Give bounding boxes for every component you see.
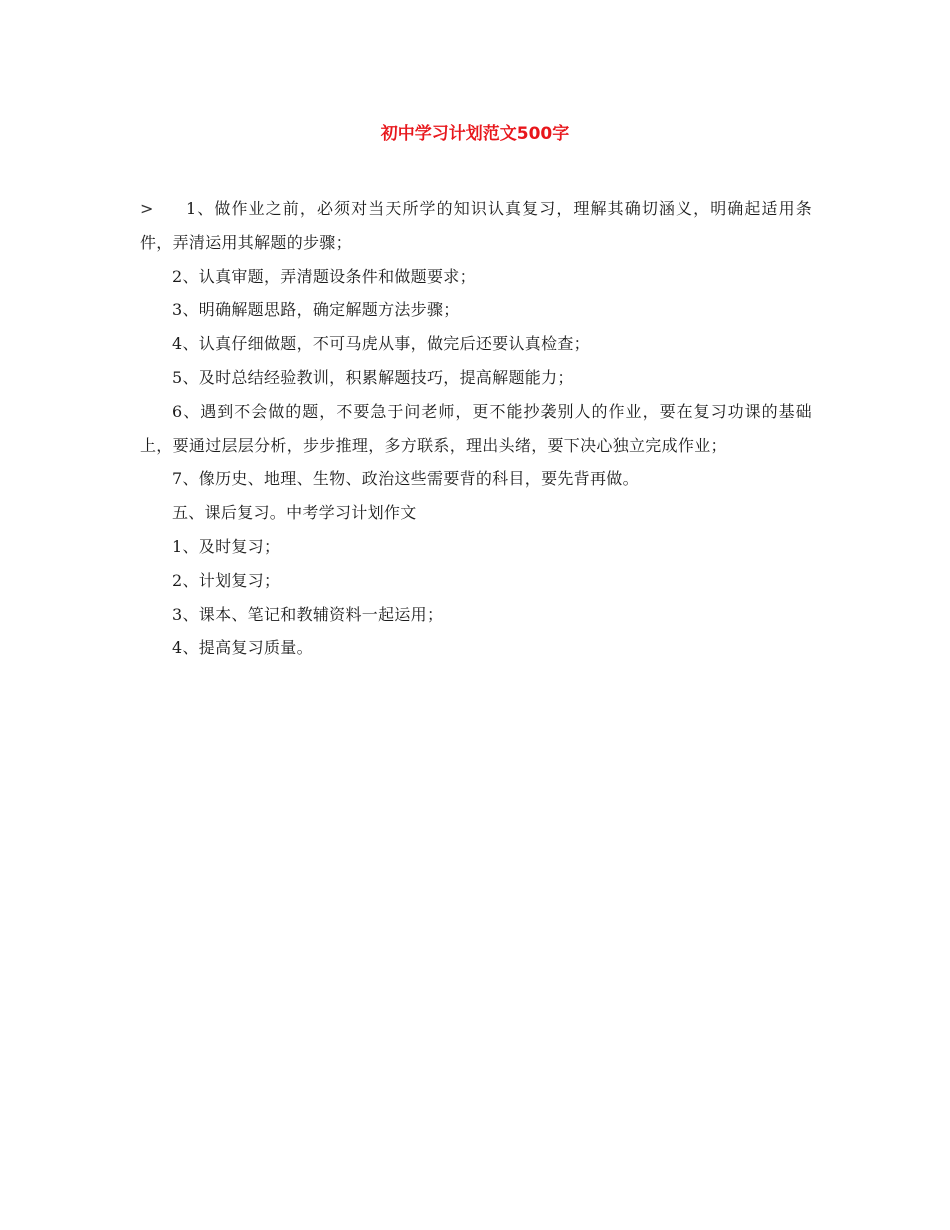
review-item-1: 1、及时复习；	[172, 536, 281, 556]
review-item-3: 3、课本、笔记和教辅资料一起运用；	[172, 604, 444, 624]
paragraph-3: 3、明确解题思路，确定解题方法步骤；	[172, 300, 460, 320]
paragraph-2: 2、认真审题，弄清题设条件和做题要求；	[172, 266, 476, 286]
bullet-marker: >	[140, 199, 154, 218]
paragraph-4: 4、认真仔细做题，不可马虎从事，做完后还要认真检查；	[172, 334, 590, 354]
section-heading: 五、课后复习。中考学习计划作文	[172, 503, 417, 523]
document-body	[140, 192, 812, 665]
paragraph-1-text: 1、做作业之前，必须对当天所学的知识认真复习，理解其确切涵义，明确起适用条件，弄清运用其解题的步骤；	[140, 199, 812, 252]
paragraph-7: 7、像历史、地理、生物、政治这些需要背的科目，要先背再做。	[172, 469, 639, 489]
review-item-2: 2、计划复习；	[172, 570, 281, 590]
paragraph-1	[140, 192, 812, 260]
paragraph-5: 5、及时总结经验教训，积累解题技巧，提高解题能力；	[172, 367, 574, 387]
review-item-4: 4、提高复习质量。	[172, 638, 313, 658]
page-title: 初中学习计划范文500字	[380, 124, 570, 144]
paragraph-6: 6、遇到不会做的题，不要急于问老师，更不能抄袭别人的作业，要在复习功课的基础上，要通过层层分析，步步推理，多方联系，理出头绪，要下决心独立完成作业；	[140, 401, 812, 455]
